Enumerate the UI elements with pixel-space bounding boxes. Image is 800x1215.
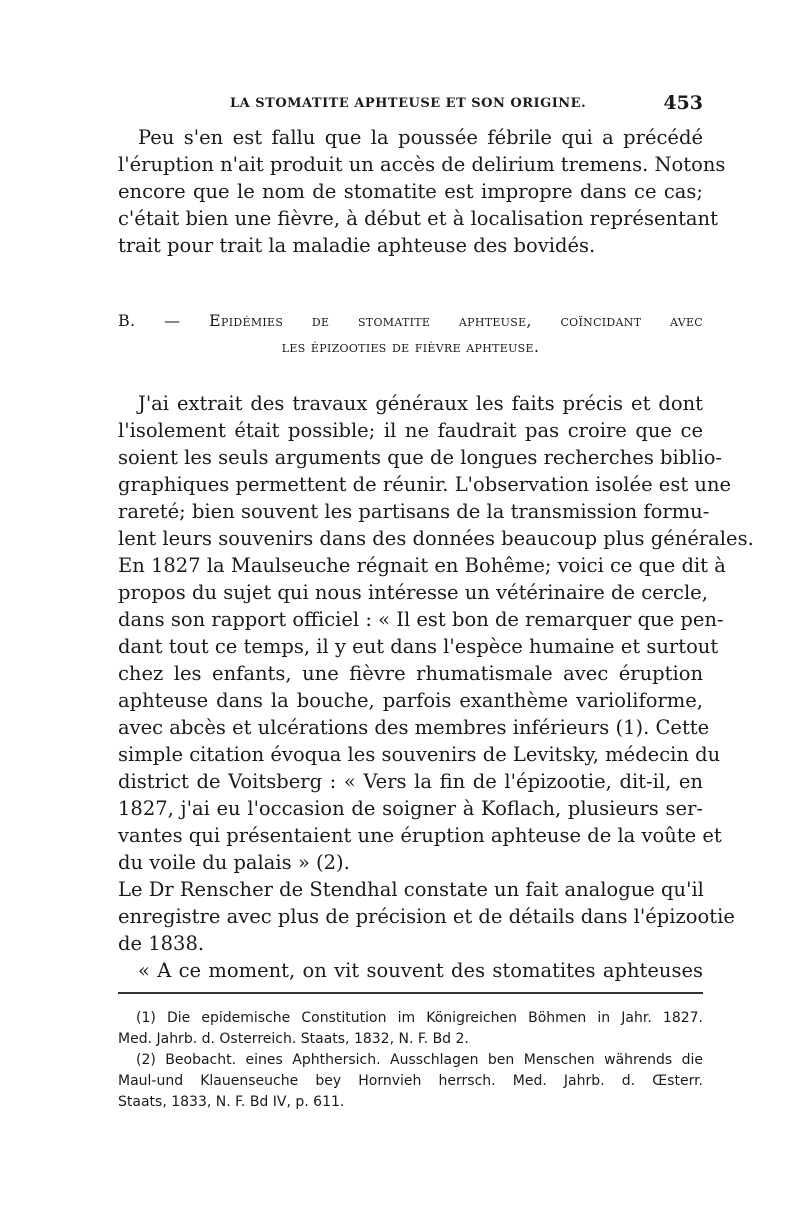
section-heading: [118, 308, 703, 360]
text-line: rareté; bien souvent les partisans de la transmission formu-: [118, 500, 710, 523]
footnote-line: (2) Beobacht. eines Aphthersich. Ausschlagen ben Menschen währends die: [136, 1052, 703, 1068]
text-line: Le Dr Renscher de Stendhal constate un fait analogue qu'il: [118, 878, 704, 901]
footnote-line: Maul-und Klauenseuche bey Hornvieh herrsch. Med. Jahrb. d. Œsterr.: [118, 1073, 703, 1089]
running-title: LA STOMATITE APHTEUSE ET SON ORIGINE.: [230, 96, 587, 111]
text-line: avec abcès et ulcérations des membres inférieurs (1). Cette: [118, 716, 710, 739]
text-line: l'isolement était possible; il ne faudrait pas croire que ce: [118, 419, 703, 442]
text-line: simple citation évoqua les souvenirs de Levitsky, médecin du: [118, 743, 721, 766]
paragraph-2: [118, 390, 754, 984]
text-line: chez les enfants, une fièvre rhumatismale avec éruption: [118, 662, 703, 685]
text-line: 1827, j'ai eu l'occasion de soigner à Koflach, plusieurs ser-: [118, 797, 703, 820]
text-line: de 1838.: [118, 932, 205, 955]
text-line: l'éruption n'ait produit un accès de delirium tremens. Notons: [118, 153, 726, 176]
text-line: dans son rapport officiel : « Il est bon de remarquer que pen-: [118, 608, 724, 631]
text-line: enregistre avec plus de précision et de détails dans l'épizootie: [118, 905, 735, 928]
footnote-divider: [118, 992, 703, 994]
text-line: dant tout ce temps, il y eut dans l'espèce humaine et surtout: [118, 635, 719, 658]
footnotes: [118, 1008, 703, 1113]
text-line: lent leurs souvenirs dans des données beaucoup plus générales.: [118, 527, 754, 550]
text-line: Peu s'en est fallu que la poussée fébrile qui a précédé: [138, 126, 703, 149]
text-line: vantes qui présentaient une éruption aphteuse de la voûte et: [118, 824, 722, 847]
paragraph-1: [118, 124, 726, 259]
footnote-line: Med. Jahrb. d. Osterreich. Staats, 1832, N. F. Bd 2.: [118, 1031, 469, 1047]
text-line: aphteuse dans la bouche, parfois exanthème varioliforme,: [118, 689, 703, 712]
text-line: c'était bien une fièvre, à début et à localisation représentant: [118, 207, 718, 230]
text-line: encore que le nom de stomatite est impropre dans ce cas;: [118, 180, 703, 203]
text-line: graphiques permettent de réunir. L'observation isolée est une: [118, 473, 732, 496]
page-number: 453: [663, 92, 703, 114]
section-heading-line-1: B. — Epidémies de stomatite aphteuse, coïncidant avec: [118, 311, 703, 330]
section-heading-line-2: les épizooties de fièvre aphteuse.: [281, 337, 540, 356]
footnote-line: (1) Die epidemische Constitution im Königreichen Böhmen in Jahr. 1827.: [136, 1010, 703, 1026]
text-line: propos du sujet qui nous intéresse un vétérinaire de cercle,: [118, 581, 708, 604]
text-line: soient les seuls arguments que de longues recherches biblio-: [118, 446, 723, 469]
text-line: district de Voitsberg : « Vers la fin de l'épizootie, dit-il, en: [118, 770, 703, 793]
text-line: du voile du palais » (2).: [118, 851, 350, 874]
text-line: J'ai extrait des travaux généraux les faits précis et dont: [138, 392, 703, 415]
text-line: « A ce moment, on vit souvent des stomatites aphteuses: [138, 959, 703, 982]
text-line: En 1827 la Maulseuche régnait en Bohême; voici ce que dit à: [118, 554, 726, 577]
running-header: [118, 92, 703, 122]
footnote-line: Staats, 1833, N. F. Bd IV, p. 611.: [118, 1094, 345, 1110]
text-line: trait pour trait la maladie aphteuse des bovidés.: [118, 234, 596, 257]
